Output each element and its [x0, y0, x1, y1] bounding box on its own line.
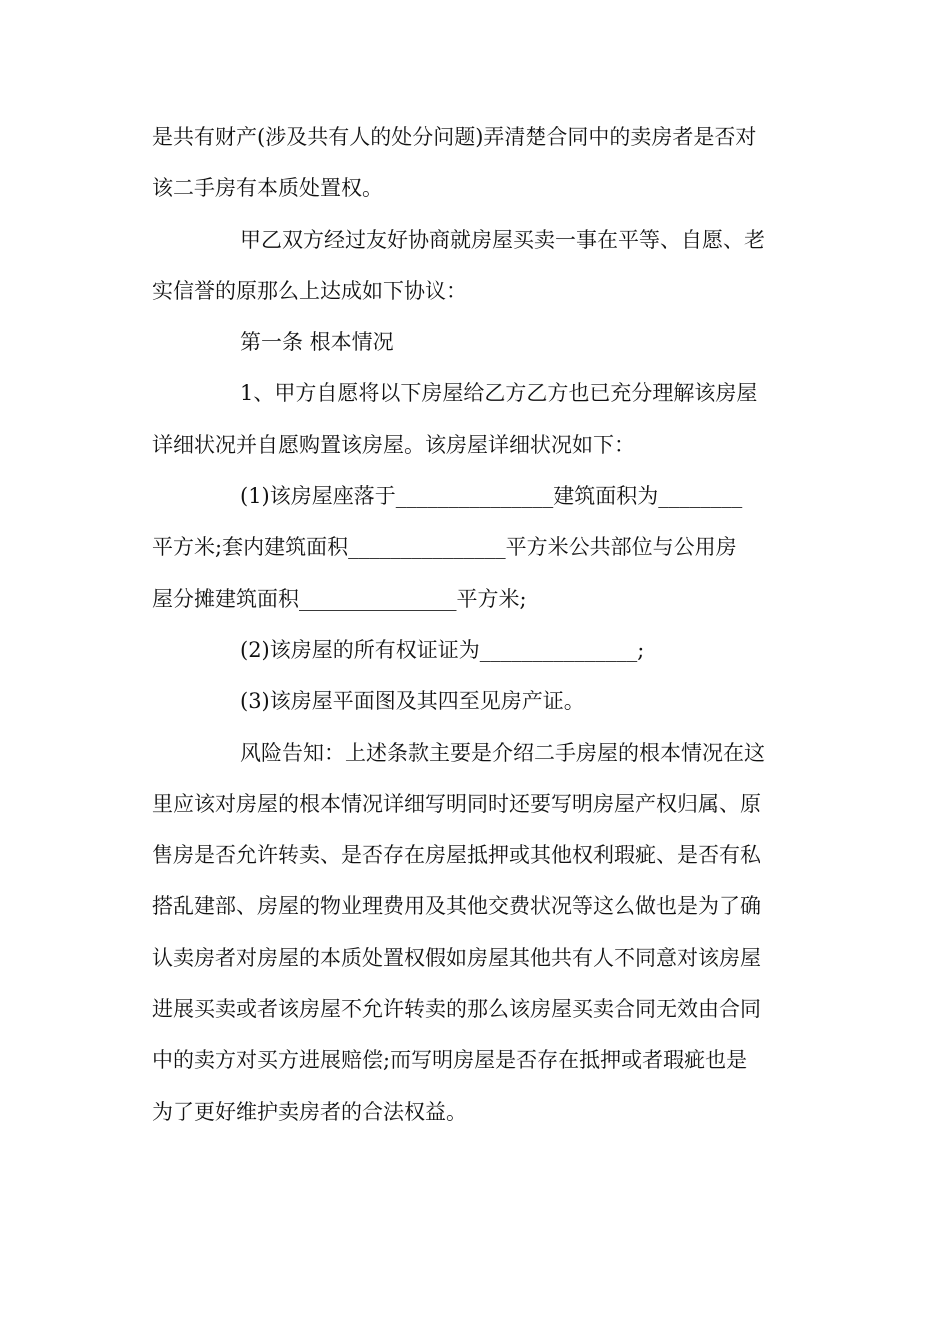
text-line: (2)该房屋的所有权证证为_______________;	[240, 637, 645, 662]
text-line: 进展买卖或者该房屋不允许转卖的那么该房屋买卖合同无效由合同	[152, 997, 761, 1022]
section-heading: 第一条 根本情况	[240, 330, 394, 355]
text-line: 为了更好维护卖房者的合法权益。	[152, 1099, 467, 1124]
text-line: (3)该房屋平面图及其四至见房产证。	[240, 689, 585, 714]
text-line: 1、甲方自愿将以下房屋给乙方乙方也已充分理解该房屋	[240, 381, 758, 406]
text-line: 甲乙双方经过友好协商就房屋买卖一事在平等、自愿、老	[240, 227, 765, 252]
text-line: 是共有财产(涉及共有人的处分问题)弄清楚合同中的卖房者是否对	[152, 125, 757, 149]
text-line: 风险告知：上述条款主要是介绍二手房屋的根本情况在这	[240, 740, 765, 765]
text-line: 里应该对房屋的根本情况详细写明同时还要写明房屋产权归属、原	[152, 791, 761, 816]
text-line: 实信誉的原那么上达成如下协议：	[152, 278, 467, 303]
text-line: 屋分摊建筑面积_______________平方米;	[152, 586, 527, 611]
text-line: (1)该房屋座落于_______________建筑面积为________	[240, 484, 743, 509]
text-line: 中的卖方对买方进展赔偿;而写明房屋是否存在抵押或者瑕疵也是	[152, 1048, 748, 1073]
text-line: 售房是否允许转卖、是否存在房屋抵押或其他权利瑕疵、是否有私	[152, 843, 761, 868]
document-body	[152, 112, 800, 1138]
text-line: 认卖房者对房屋的本质处置权假如房屋其他共有人不同意对该房屋	[152, 945, 761, 970]
text-line: 详细状况并自愿购置该房屋。该房屋详细状况如下：	[152, 432, 635, 457]
text-line: 平方米;套内建筑面积_______________平方米公共部位与公用房	[152, 535, 737, 560]
text-line: 搭乱建部、房屋的物业理费用及其他交费状况等这么做也是为了确	[152, 894, 761, 919]
text-line: 该二手房有本质处置权。	[152, 176, 383, 201]
